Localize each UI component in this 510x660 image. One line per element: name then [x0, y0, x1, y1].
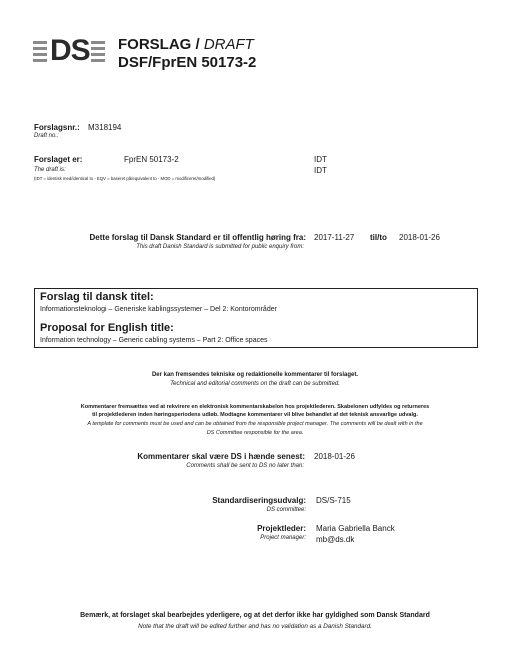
enquiry-to-date: 2018-01-26: [399, 233, 440, 242]
logo-stripe: [33, 53, 47, 56]
document-id-title: DSF/FprEN 50173-2: [118, 54, 257, 71]
proposal-is-label: Forslaget er:: [34, 155, 83, 164]
proposal-is-sub: The draft is:: [34, 167, 66, 173]
logo-stripe: [91, 53, 105, 56]
title-english: DRAFT: [203, 36, 254, 53]
idt-legend: (IDT = identisk med/identical to - EQV = baseret på/equivalent to - MOD = modificeret/modified): [34, 176, 216, 181]
comments-template-da-2: til projektlederen inden høringsperiodens udløb. Modtagne kommentarer vil blive behandlet af det teknisk ansvarlige udvalg.: [92, 412, 418, 418]
comments-template-en-2: DS Committee responsible for the area.: [206, 430, 304, 436]
proposal-no-sub: Draft no.:: [34, 133, 59, 139]
manager-label: Projektleder:: [257, 524, 306, 533]
ds-logo: [33, 34, 108, 67]
english-title: Information technology – Generic cabling systems – Part 2: Office spaces: [40, 337, 268, 344]
document-type-title: [118, 36, 254, 53]
idt-value-1: IDT: [314, 155, 327, 164]
english-title-heading: Proposal for English title:: [40, 322, 174, 334]
deadline-date: 2018-01-26: [314, 452, 355, 461]
logo-stripe: [91, 47, 105, 50]
comments-template-en-1: A template for comments must be used and can be obtained from the responsible project manager. The comments will be dealt with in the: [87, 421, 423, 427]
logo-stripe: [91, 41, 105, 44]
title-danish: FORSLAG /: [118, 36, 204, 53]
logo-stripe: [91, 59, 105, 62]
committee-sub: DS committee:: [266, 507, 306, 513]
committee-value: DS/S-715: [316, 496, 351, 505]
enquiry-from-date: 2017-11-27: [314, 233, 355, 242]
manager-email[interactable]: mb@ds.dk: [316, 535, 355, 544]
idt-value-2: IDT: [314, 166, 327, 175]
logo-stripe: [33, 59, 47, 62]
proposal-no-value: M318194: [88, 123, 122, 132]
comments-template-da-1: Kommentarer fremsættes ved at rekvirere en elektronisk kommentarskabelon hos projektlederen. Skabelonen udfyldes og returneres: [80, 404, 430, 410]
comments-intro-da: Der kan fremsendes tekniske og redaktionelle kommentarer til forslaget.: [151, 372, 359, 378]
logo-text: DS: [50, 34, 90, 67]
logo-stripe: [33, 47, 47, 50]
manager-sub: Project manager:: [260, 535, 306, 541]
logo-stripe: [33, 41, 47, 44]
enquiry-to-label: til/to: [370, 233, 387, 242]
footer-note-da: Bemærk, at forslaget skal bearbejdes yderligere, og at det derfor ikke har gyldighed som Dansk Standard: [80, 612, 430, 619]
committee-label: Standardiseringsudvalg:: [212, 496, 306, 505]
footer-note-en: Note that the draft will be edited further and has no validation as a Danish Standard.: [138, 623, 372, 630]
danish-title: Informationsteknologi – Generiske kablingssystemer – Del 2: Kontorområder: [40, 306, 277, 313]
deadline-label: Kommentarer skal være DS i hænde senest:: [137, 452, 305, 461]
enquiry-sub: This draft Danish Standard is submitted for public enquiry from:: [136, 244, 304, 250]
danish-title-heading: Forslag til dansk titel:: [40, 291, 154, 303]
proposal-is-value: FprEN 50173-2: [124, 155, 179, 164]
manager-name: Maria Gabriella Banck: [316, 524, 395, 533]
comments-intro-en: Technical and editorial comments on the draft can be submitted.: [170, 381, 340, 387]
deadline-sub: Comments shall be sent to DS no later than:: [186, 463, 304, 469]
title-box: [34, 288, 478, 348]
proposal-no-label: Forslagsnr.:: [34, 123, 80, 132]
enquiry-label: Dette forslag til Dansk Standard er til offentlig høring fra:: [89, 233, 306, 242]
